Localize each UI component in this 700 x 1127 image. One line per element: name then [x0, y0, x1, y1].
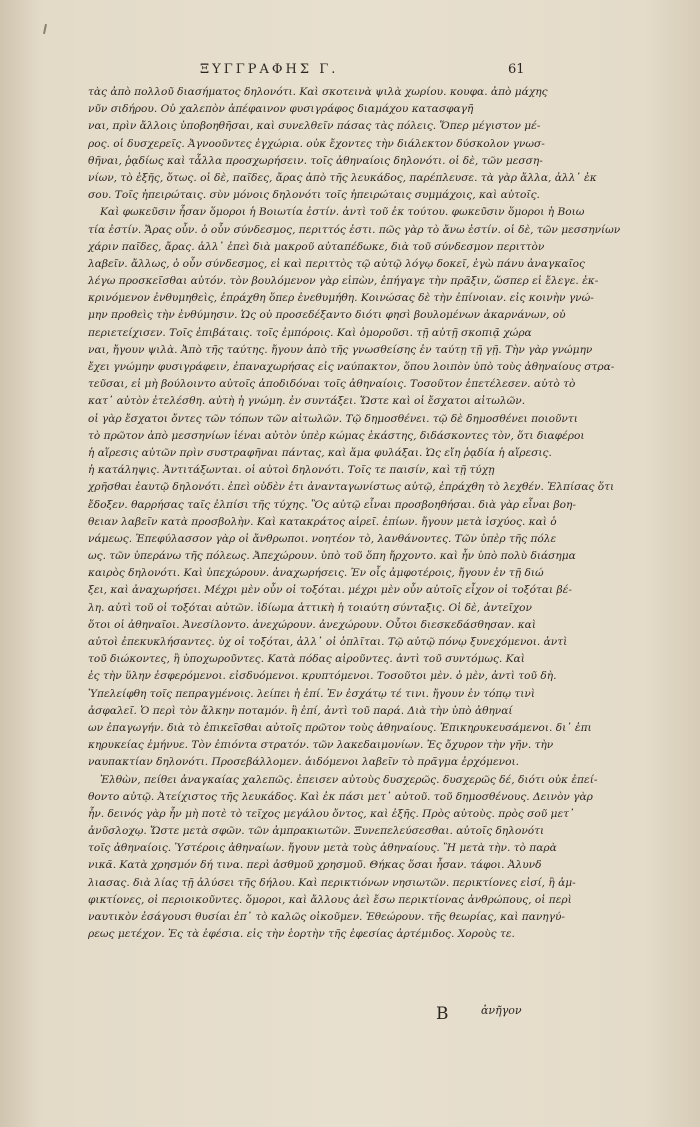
text-line: νῦν σιδήρου. Οὐ χαλεπὸν ἀπέφαινον φυσιγράφος διαμάχου κατασφαγῆ — [88, 103, 474, 116]
text-line: κηρυκείας ἐμήνυε. Τὸν ἐπιόντα στρατόν. τῶν λακεδαιμονίων. Ἐς ὄχυρον τὴν γῆν. τὴν — [88, 739, 554, 752]
page-header — [88, 60, 618, 82]
text-line: καιρὸς δηλονότι. Καὶ ὑπεχώρουν. ἀναχωρήσεις. Ἐν οἷς ἀμφοτέροις, ἤγουν ἐν τῇ διώ — [88, 567, 544, 580]
text-line: φικτίονες, οἱ περιοικοῦντες. ὅμοροι, καὶ ἄλλους ἀεὶ ἔσω περικτίονας ἀνθρώπους, οἱ περὶ — [88, 893, 572, 906]
text-line: ἀσφαλεῖ. Ὁ περὶ τὸν ἄλκην ποταμόν. ἢ ἐπί, ἀντὶ τοῦ παρά. Διὰ τὴν ὑπὸ ἀθηναί — [88, 704, 513, 717]
text-line: τία ἐστίν. Ἄρας οὖν. ὁ οὖν σύνδεσμος, περιττός ἐστι. πῶς γὰρ τὸ ἄνω ἐστίν. οἱ δὲ, τῶν μεσσηνίων — [88, 223, 621, 236]
text-line: ξει, καὶ ἀναχωρήσει. Μέχρι μὲν οὖν οἱ τοξόται. μέχρι μὲν οὖν αὐτοῖς εἶχον οἱ τοξόται βέ- — [88, 584, 572, 597]
text-line: ναι, πρὶν ἄλλοις ὑποβοηθῆσαι, καὶ συνελθεῖν πάσας τὰς πόλεις. Ὅπερ μέγιστον μέ- — [88, 120, 541, 133]
text-line: λη. αὐτὶ τοῦ οἱ τοξόται αὐτῶν. ἰδίωμα ἀττικὴ ἡ τοιαύτη σύνταξις. Οἱ δὲ, ἀντεῖχον — [88, 601, 532, 614]
text-line: ἀνῦσλοχῳ. Ὥστε μετὰ σφῶν. τῶν ἀμπρακιωτῶν. Ξυνεπελεύσεσθαι. αὐτοῖς δηλονότι — [88, 825, 545, 838]
text-line: ἐς τὴν ὕλην ἐσφερόμενοι. εἰσδυόμενοι. κρυπτόμενοι. Τοσοῦτοι μὲν. ὁ μὲν, ἀντὶ τοῦ δὴ. — [88, 670, 557, 683]
text-line: σου. Τοῖς ἠπειρώταις. σὺν μόνοις δηλονότι τοῖς ἠπειρώταις συμμάχοις, καὶ αὐτοῖς. — [88, 189, 540, 202]
running-title: ΞΥΓΓΡΑΦΗΣ Γ. — [200, 62, 339, 77]
text-line: αὐτοὶ ἐπεκυκλήσαντες. ὑχ οἱ τοξόται, ἀλλ᾽ οἱ ὁπλῖται. Τῷ αὐτῷ πόνῳ ξυνεχόμενοι. ἀντὶ — [88, 636, 568, 648]
text-line: λιασας. διὰ λίας τῇ ἀλύσει τῆς δήλου. Καὶ περικτιόνων νησιωτῶν. περικτίονες εἰσί, ἢ ἀμ- — [88, 876, 576, 889]
text-line: χάριν παῖδες, ἄρας. ἀλλ᾽ ἐπεὶ διὰ μακροῦ αὐταπέδωκε, διὰ τοῦ σύνδεσμον περιττὸν — [88, 240, 545, 253]
text-line: θοντο αὐτῷ. Ἀτείχιστος τῆς λευκάδος. Καὶ ἐκ πάσι μετ᾽ αὐτοῦ. τοῦ δημοσθένους. Δεινὸν γὰρ — [88, 790, 593, 803]
text-line: ως. τῶν ὑπεράνω τῆς πόλεως. Ἀπεχώρουν. ὑπὸ τοῦ ὅπη ἤρχοντο. καὶ ἦν ὑπὸ πολὺ διάσημα — [88, 550, 576, 563]
text-line: ὅτοι οἱ ἀθηναῖοι. Ἀνεσίλοντο. ἀνεχώρουν. ἀνεχώρουν. Οὗτοι διεσκεδάσθησαν. καὶ — [88, 618, 536, 631]
catchword: ἀνῆγον — [481, 1004, 522, 1017]
text-line: ἦν. δεινός γὰρ ἦν μὴ ποτὲ τὸ τεῖχος μεγάλου ὄντος, καὶ ἐξῆς. Πρὸς αὐτοὺς. πρὸς σοῦ μετ᾽ — [88, 807, 575, 820]
text-line: λαβεῖν. ἄλλως, ὁ οὖν σύνδεσμος, εἰ καὶ περιττὸς τῷ αὐτῷ λόγῳ δοκεῖ, ἐγὼ πάνυ ἀναγκαῖος — [88, 257, 585, 270]
text-line: ναι, ἤγουν ψιλὰ. Ἀπὸ τῆς ταύτης. ἤγουν ἀπὸ τῆς γνωσθείσης ἐν ταύτῃ τῇ γῇ. Τὴν γὰρ γνώμην — [88, 343, 593, 356]
page-number: 61 — [508, 62, 525, 77]
text-line: χρῆσθαι ἑαυτῷ δηλονότι. ἐπεὶ οὐδὲν ἐτι ἀνανταγωνίστως αὐτῷ, ἐπράχθη τὸ λεχθέν. Ἐλπίσας ὅτι — [88, 481, 615, 494]
signature-mark: B — [436, 1004, 449, 1024]
text-line: κατ᾽ αὐτὸν ἐτελέσθη. αὐτὴ ἡ γνώμη. ἐν συντάξει. Ὥστε καὶ οἱ ἔσχατοι αἰτωλῶν. — [88, 395, 526, 408]
text-line: Ἐλθὼν, πείθει ἀναγκαίας χαλεπῶς. ἐπεισεν αὐτοὺς δυσχερῶς. δυσχερῶς δέ, διότι οὐκ ἐπεί- — [100, 773, 598, 786]
text-line: τὸ πρῶτον ἀπὸ μεσσηνίων ἰέναι αὐτὸν ὑπὲρ κώμας ἑκάστης, διδάσκοντες τὸν, ὅτι διαφέροι — [88, 429, 585, 442]
text-line: περιετείχισεν. Τοῖς ἐπιβάταις. τοῖς ἐμπόροις. Καὶ ὁμοροῦσι. τῇ αὐτῇ σκοπιᾷ χώρα — [88, 326, 532, 339]
text-line: Καὶ φωκεῦσιν ἦσαν ὅμοροι ἡ Βοιωτία ἐστίν. ἀντὶ τοῦ ἐκ τούτου. φωκεῦσιν ὅμοροι ἡ Βοιω — [100, 206, 585, 219]
text-line: Ὑπελείφθη τοῖς πεπραγμένοις. λείπει ἡ ἐπί. Ἐν ἐσχάτῳ τέ τινι. ἤγουν ἐν τόπῳ τινὶ — [88, 687, 535, 700]
text-line: ἔχει γνώμην φυσιγράφειν, ἐπαναχωρήσας εἰς ναύπακτον, ὅπου λοιπὸν ὑπὸ τοὺς ἀθηναίους στρα- — [88, 361, 615, 373]
text-line: τὰς ἀπὸ πολλοῦ διασήματος δηλονότι. Καὶ σκοτεινὰ ψιλὰ χωρίου. κουφα. ἀπὸ μάχης — [88, 86, 548, 98]
text-line: θῆναι, ῥᾳδίως καὶ τἆλλα προσχωρήσειν. τοῖς ἀθηναίοις δηλονότι. οἱ δὲ, τῶν μεσση- — [88, 154, 543, 167]
text-line: ἡ κατάληψις. Ἀντιτάξωνται. οἱ αὐτοὶ δηλονότι. Τοῖς τε παισίν, καὶ τῇ τύχῃ — [88, 464, 495, 477]
text-line: ἔδοξεν. θαρρήσας ταῖς ἐλπίσι τῆς τύχης. Ὃς αὐτῷ εἶναι προσβοηθήσαι. διὰ γὰρ εἶναι βοη- — [88, 498, 576, 511]
text-line: τοῖς ἀθηναίοις. Ὑστέροις ἀθηναίων. ἤγουν μετὰ τοὺς ἀθηναίους. Ἢ μετὰ τὴν. τὸ παρὰ — [88, 842, 557, 855]
text-line: τεῦσαι, εἰ μὴ βούλοιντο αὐτοῖς ἀποδιδόναι τοῖς ἀθηναίοις. Τοσοῦτον ἐπετέλεσεν. αὐτὸ τὸ — [88, 378, 576, 391]
text-line: τοῦ διώκοντες, ἢ ὑποχωροῦντες. Κατὰ πόδας αἱροῦντες. ἀντὶ τοῦ συντόμως. Καὶ — [88, 653, 525, 666]
text-line: νάμεως. Ἐπεφύλασσον γὰρ οἱ ἄνθρωποι. νοητέον τὸ, λανθάνοντες. Τῶν ὑπὲρ τῆς πόλε — [88, 532, 557, 545]
text-line: θειαν λαβεῖν κατὰ προσβολὴν. Καὶ κατακράτος αἱρεῖ. ἐπίων. ἤγουν μετὰ ἰσχύος. καὶ ὁ — [88, 515, 557, 528]
text-line: λέγω προσκεῖσθαι αὐτόν. τὸν βουλόμενον γὰρ εἰπὼν, ἐπήγαγε τὴν πρᾶξιν, ὥσπερ εἰ ἔλεγε. ἐκ- — [88, 275, 599, 288]
text-line: ναυτικὸν ἐσάγουσι θυσίαι ἐπ᾽ τὸ καλῶς οἰκοῦμεν. Ἐθεώρουν. τῆς θεωρίας, καὶ πανηγύ- — [88, 911, 565, 923]
text-line: μην προθεὶς τὴν ἐνθύμησιν. Ὡς οὐ προσεδέξαντο διότι φησὶ βουλομένων ἀκαρνάνων, οὐ — [88, 309, 566, 322]
text-line: νικᾶ. Κατὰ χρησμόν δή τινα. περὶ ἀσθμοῦ χρησμοῦ. Θήκας ὅσαι ἦσαν. τάφοι. Ἀλυνδ — [88, 859, 542, 872]
text-line: ἡ αἵρεσις αὐτῶν πρὶν συστραφῆναι πάντας, καὶ ἅμα φυλάξαι. Ὡς εἴη ῥᾳδία ἡ αἵρεσις. — [88, 446, 552, 459]
text-line: ρος. οἱ δυσχερεῖς. Ἀγνοοῦντες ἐγχώρια. οὐκ ἔχοντες τὴν διάλεκτον δύσκολον γνωσ- — [88, 137, 545, 150]
margin-mark — [43, 24, 47, 34]
commentary-text — [88, 84, 621, 943]
text-line: οἱ γὰρ ἔσχατοι ὄντες τῶν τόπων τῶν αἰτωλῶν. Τῷ δημοσθένει. τῷ δὲ δημοσθένει ποιοῦντι — [88, 412, 578, 425]
text-line: νίων, τὸ ἑξῆς, ὅτως. οἱ δὲ, παῖδες, ἄρας ἀπὸ τῆς λευκάδος, παρέπλευσε. τὰ γὰρ ἄλλα, ἀλλ᾽ ἐκ — [88, 171, 597, 184]
text-line: ων ἐπαγωγήν. διὰ τὸ ἐπικεῖσθαι αὐτοῖς πρῶτον τοὺς ἀθηναίους. Ἐπικηρυκευσάμενοι. δι᾽ ἐπι — [88, 721, 592, 734]
text-line: κρινόμενον ἐνθυμηθεὶς, ἐπράχθη ὅπερ ἐνεθυμήθη. Κοινώσας δὲ τὴν ἐπίνοιαν. εἰς κοινὴν γνώ- — [88, 292, 594, 305]
text-line: ναυπακτίαν δηλονότι. Προσεβάλλομεν. ἀιδόμενοι λαβεῖν τὸ πρᾶγμα ἐρχόμενοι. — [88, 756, 519, 769]
text-line: ρεως μετέχον. Ἐς τὰ ἐφέσια. εἰς τὴν ἑορτὴν τῆς ἐφεσίας ἀρτέμιδος. Χοροὺς τε. — [88, 928, 515, 941]
